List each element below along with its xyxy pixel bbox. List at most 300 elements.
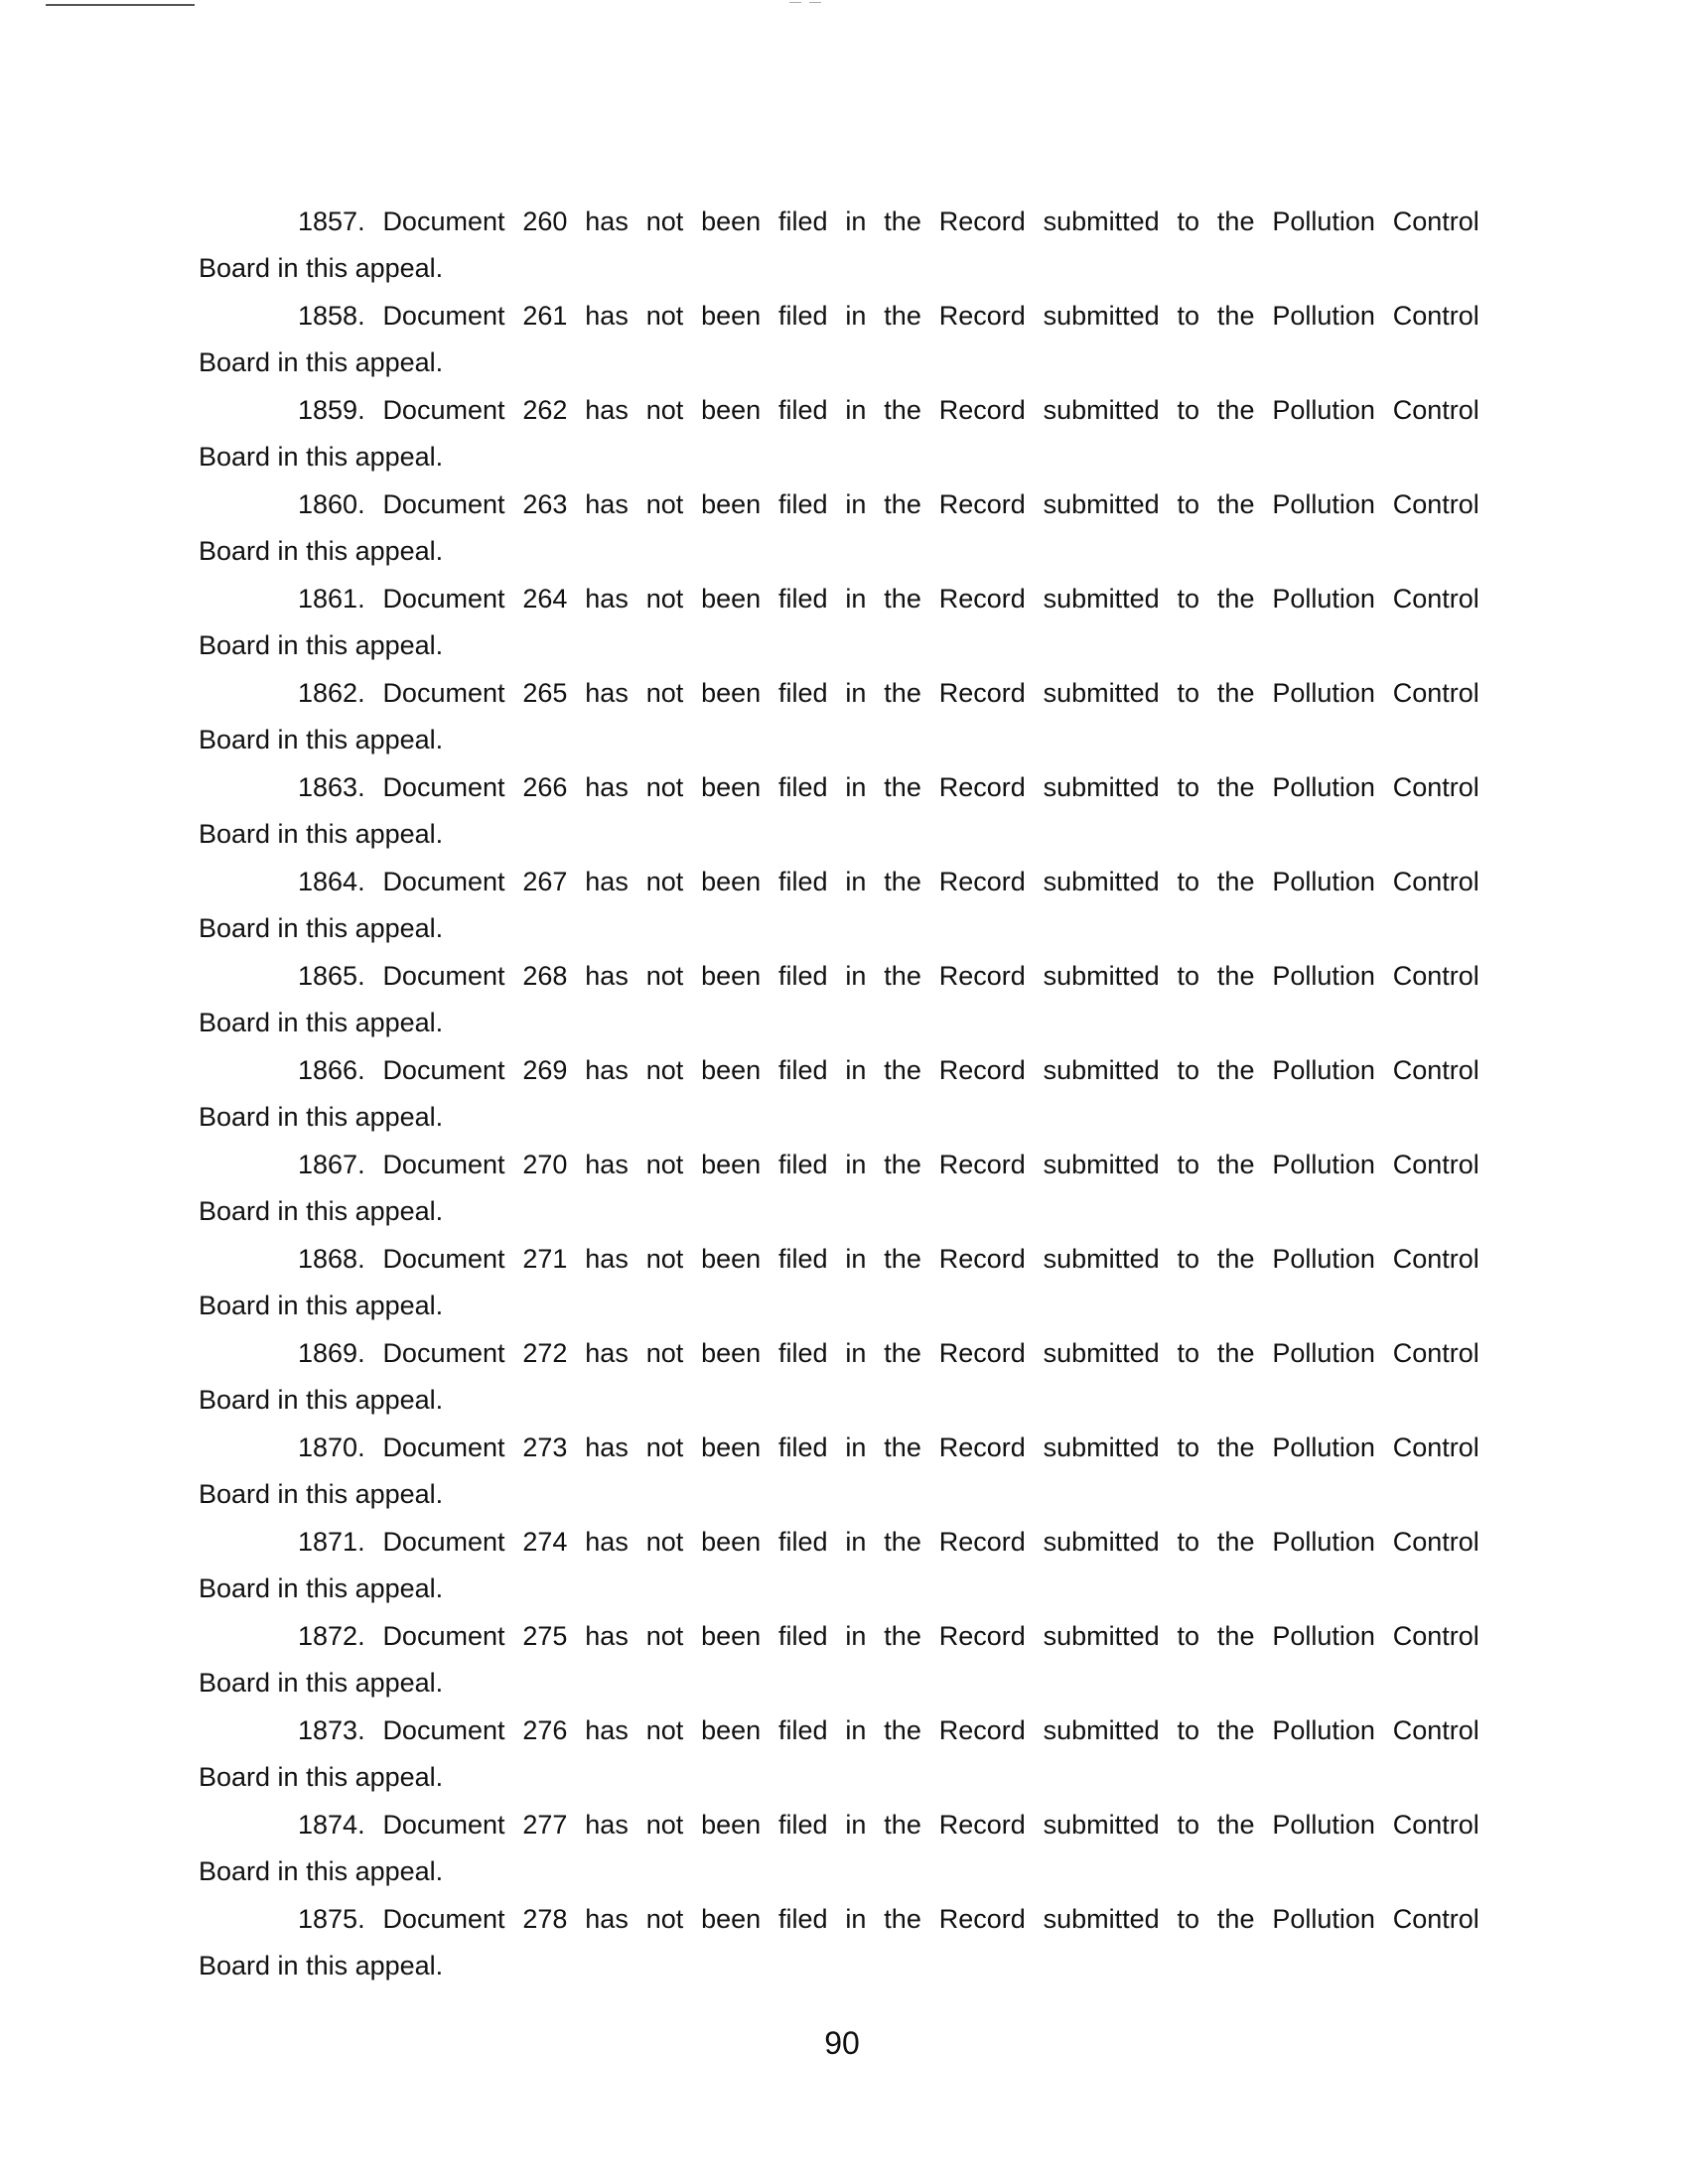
word: Document bbox=[382, 961, 505, 991]
numbered-paragraph bbox=[199, 1425, 1479, 1519]
word: Document bbox=[382, 206, 505, 236]
word: has bbox=[585, 678, 629, 708]
word: to bbox=[1177, 961, 1200, 991]
word: Record bbox=[938, 1810, 1026, 1840]
word: not bbox=[645, 867, 684, 896]
paragraph-number: 1865. bbox=[298, 961, 365, 991]
word: to bbox=[1177, 1715, 1200, 1745]
word: filed bbox=[778, 1338, 828, 1368]
word: Document bbox=[382, 1904, 505, 1934]
word: Document bbox=[382, 1150, 505, 1179]
paragraph-first-line bbox=[199, 1425, 1479, 1471]
word: filed bbox=[778, 395, 828, 425]
word: the bbox=[1216, 206, 1255, 236]
numbered-paragraph bbox=[199, 1896, 1479, 1990]
paragraph-number: 1873. bbox=[298, 1715, 365, 1745]
word: Pollution bbox=[1272, 961, 1375, 991]
numbered-paragraph bbox=[199, 1330, 1479, 1425]
word: submitted bbox=[1043, 1150, 1160, 1179]
word: not bbox=[645, 584, 684, 614]
word: the bbox=[884, 1715, 921, 1745]
paragraph-first-line bbox=[199, 199, 1479, 245]
word: the bbox=[884, 1621, 921, 1651]
word: Control bbox=[1392, 1338, 1479, 1368]
word: Record bbox=[938, 1904, 1026, 1934]
word: submitted bbox=[1043, 1715, 1160, 1745]
paragraph-number: 1860. bbox=[298, 489, 365, 519]
word: Pollution bbox=[1272, 867, 1375, 896]
paragraph-continuation: Board in this appeal. bbox=[199, 347, 444, 377]
numbered-paragraph bbox=[199, 293, 1479, 387]
paragraph-list bbox=[199, 199, 1479, 1990]
word: Document bbox=[382, 1055, 505, 1085]
word: Control bbox=[1392, 489, 1479, 519]
word: to bbox=[1177, 489, 1200, 519]
word: not bbox=[645, 395, 684, 425]
document-number: 277 bbox=[522, 1810, 568, 1840]
paragraph-continuation: Board in this appeal. bbox=[199, 1196, 444, 1226]
document-number: 275 bbox=[522, 1621, 568, 1651]
word: the bbox=[1216, 1338, 1255, 1368]
word: submitted bbox=[1043, 867, 1160, 896]
word: been bbox=[701, 1715, 762, 1745]
word: filed bbox=[778, 772, 828, 802]
word: has bbox=[585, 1150, 629, 1179]
word: the bbox=[884, 1338, 921, 1368]
paragraph-first-line bbox=[199, 1047, 1479, 1094]
word: the bbox=[1216, 867, 1255, 896]
paragraph-number: 1872. bbox=[298, 1621, 365, 1651]
paragraph-number: 1858. bbox=[298, 301, 365, 331]
word: has bbox=[585, 1055, 629, 1085]
word: not bbox=[645, 1621, 684, 1651]
word: filed bbox=[778, 961, 828, 991]
word: submitted bbox=[1043, 772, 1160, 802]
word: submitted bbox=[1043, 1810, 1160, 1840]
word: submitted bbox=[1043, 1055, 1160, 1085]
word: Document bbox=[382, 1244, 505, 1274]
word: Control bbox=[1392, 961, 1479, 991]
word: Record bbox=[938, 867, 1026, 896]
word: been bbox=[701, 1338, 762, 1368]
word: Document bbox=[382, 395, 505, 425]
word: has bbox=[585, 489, 629, 519]
word: the bbox=[1216, 1810, 1255, 1840]
word: the bbox=[884, 584, 921, 614]
word: to bbox=[1177, 395, 1200, 425]
word: Document bbox=[382, 1810, 505, 1840]
word: been bbox=[701, 206, 762, 236]
paragraph-number: 1867. bbox=[298, 1150, 365, 1179]
document-number: 271 bbox=[522, 1244, 568, 1274]
word: been bbox=[701, 772, 762, 802]
paragraph-first-line bbox=[199, 1330, 1479, 1377]
word: not bbox=[645, 1055, 684, 1085]
word: Document bbox=[382, 301, 505, 331]
word: in bbox=[845, 301, 867, 331]
word: Document bbox=[382, 1527, 505, 1557]
word: Pollution bbox=[1272, 772, 1375, 802]
word: submitted bbox=[1043, 961, 1160, 991]
word: has bbox=[585, 1810, 629, 1840]
word: submitted bbox=[1043, 1621, 1160, 1651]
word: the bbox=[1216, 395, 1255, 425]
word: filed bbox=[778, 1621, 828, 1651]
word: in bbox=[845, 395, 867, 425]
paragraph-first-line bbox=[199, 293, 1479, 340]
paragraph-continuation: Board in this appeal. bbox=[199, 253, 444, 283]
scan-artifact-rule bbox=[46, 4, 195, 6]
word: in bbox=[845, 584, 867, 614]
word: the bbox=[1216, 1433, 1255, 1462]
word: in bbox=[845, 1810, 867, 1840]
word: Record bbox=[938, 395, 1026, 425]
paragraph-first-line bbox=[199, 1896, 1479, 1943]
word: Pollution bbox=[1272, 489, 1375, 519]
word: been bbox=[701, 584, 762, 614]
word: the bbox=[1216, 1621, 1255, 1651]
document-number: 269 bbox=[522, 1055, 568, 1085]
word: in bbox=[845, 1527, 867, 1557]
word: in bbox=[845, 1904, 867, 1934]
word: submitted bbox=[1043, 1244, 1160, 1274]
numbered-paragraph bbox=[199, 859, 1479, 953]
word: submitted bbox=[1043, 1433, 1160, 1462]
word: the bbox=[1216, 489, 1255, 519]
word: has bbox=[585, 1338, 629, 1368]
word: Record bbox=[938, 489, 1026, 519]
word: Control bbox=[1392, 1810, 1479, 1840]
word: has bbox=[585, 1244, 629, 1274]
word: filed bbox=[778, 1055, 828, 1085]
word: not bbox=[645, 489, 684, 519]
paragraph-continuation: Board in this appeal. bbox=[199, 913, 444, 943]
word: Control bbox=[1392, 1150, 1479, 1179]
word: been bbox=[701, 301, 762, 331]
word: Pollution bbox=[1272, 1527, 1375, 1557]
word: submitted bbox=[1043, 1904, 1160, 1934]
word: Control bbox=[1392, 772, 1479, 802]
word: Pollution bbox=[1272, 395, 1375, 425]
word: been bbox=[701, 1433, 762, 1462]
word: Pollution bbox=[1272, 1715, 1375, 1745]
word: been bbox=[701, 1244, 762, 1274]
word: Pollution bbox=[1272, 584, 1375, 614]
word: Record bbox=[938, 678, 1026, 708]
document-number: 276 bbox=[522, 1715, 568, 1745]
word: submitted bbox=[1043, 489, 1160, 519]
word: the bbox=[884, 395, 921, 425]
word: been bbox=[701, 1055, 762, 1085]
paragraph-number: 1859. bbox=[298, 395, 365, 425]
numbered-paragraph bbox=[199, 387, 1479, 481]
word: been bbox=[701, 489, 762, 519]
document-number: 265 bbox=[522, 678, 568, 708]
paragraph-first-line bbox=[199, 1142, 1479, 1188]
paragraph-number: 1875. bbox=[298, 1904, 365, 1934]
word: Control bbox=[1392, 1621, 1479, 1651]
paragraph-number: 1866. bbox=[298, 1055, 365, 1085]
paragraph-number: 1863. bbox=[298, 772, 365, 802]
word: submitted bbox=[1043, 395, 1160, 425]
paragraph-continuation: Board in this appeal. bbox=[199, 630, 444, 660]
word: not bbox=[645, 1433, 684, 1462]
word: been bbox=[701, 1904, 762, 1934]
word: Record bbox=[938, 1244, 1026, 1274]
word: filed bbox=[778, 1244, 828, 1274]
word: Record bbox=[938, 1621, 1026, 1651]
numbered-paragraph bbox=[199, 481, 1479, 576]
word: has bbox=[585, 1715, 629, 1745]
word: filed bbox=[778, 206, 828, 236]
word: the bbox=[884, 1433, 921, 1462]
word: not bbox=[645, 678, 684, 708]
word: the bbox=[884, 1150, 921, 1179]
word: not bbox=[645, 301, 684, 331]
word: the bbox=[1216, 1150, 1255, 1179]
word: to bbox=[1177, 206, 1200, 236]
word: Document bbox=[382, 1338, 505, 1368]
word: has bbox=[585, 1527, 629, 1557]
paragraph-first-line bbox=[199, 1613, 1479, 1660]
word: to bbox=[1177, 772, 1200, 802]
word: Record bbox=[938, 1433, 1026, 1462]
paragraph-continuation: Board in this appeal. bbox=[199, 725, 444, 754]
word: the bbox=[1216, 1715, 1255, 1745]
word: filed bbox=[778, 584, 828, 614]
numbered-paragraph bbox=[199, 1613, 1479, 1707]
numbered-paragraph bbox=[199, 199, 1479, 293]
word: in bbox=[845, 867, 867, 896]
word: been bbox=[701, 678, 762, 708]
word: in bbox=[845, 1055, 867, 1085]
document-number: 272 bbox=[522, 1338, 568, 1368]
word: Document bbox=[382, 772, 505, 802]
word: the bbox=[1216, 301, 1255, 331]
word: the bbox=[884, 678, 921, 708]
word: Pollution bbox=[1272, 1150, 1375, 1179]
word: the bbox=[1216, 584, 1255, 614]
scan-artifact-mark bbox=[809, 2, 821, 3]
word: Document bbox=[382, 584, 505, 614]
word: filed bbox=[778, 489, 828, 519]
word: Pollution bbox=[1272, 1055, 1375, 1085]
word: submitted bbox=[1043, 1338, 1160, 1368]
word: Record bbox=[938, 206, 1026, 236]
numbered-paragraph bbox=[199, 1047, 1479, 1142]
paragraph-continuation: Board in this appeal. bbox=[199, 1856, 444, 1886]
word: the bbox=[1216, 1904, 1255, 1934]
document-number: 278 bbox=[522, 1904, 568, 1934]
numbered-paragraph bbox=[199, 1707, 1479, 1802]
page-number: 90 bbox=[824, 2025, 860, 2061]
word: the bbox=[884, 1904, 921, 1934]
word: filed bbox=[778, 1810, 828, 1840]
word: Pollution bbox=[1272, 206, 1375, 236]
word: has bbox=[585, 206, 629, 236]
paragraph-first-line bbox=[199, 1519, 1479, 1566]
paragraph-first-line bbox=[199, 481, 1479, 528]
word: filed bbox=[778, 1715, 828, 1745]
word: in bbox=[845, 1338, 867, 1368]
document-number: 270 bbox=[522, 1150, 568, 1179]
paragraph-number: 1868. bbox=[298, 1244, 365, 1274]
paragraph-continuation: Board in this appeal. bbox=[199, 1762, 444, 1792]
word: in bbox=[845, 1621, 867, 1651]
paragraph-number: 1864. bbox=[298, 867, 365, 896]
word: not bbox=[645, 1150, 684, 1179]
word: not bbox=[645, 1810, 684, 1840]
word: to bbox=[1177, 1433, 1200, 1462]
word: Record bbox=[938, 1527, 1026, 1557]
word: Pollution bbox=[1272, 1904, 1375, 1934]
word: submitted bbox=[1043, 678, 1160, 708]
word: filed bbox=[778, 867, 828, 896]
word: Control bbox=[1392, 1433, 1479, 1462]
word: not bbox=[645, 961, 684, 991]
document-number: 266 bbox=[522, 772, 568, 802]
word: the bbox=[1216, 1527, 1255, 1557]
word: Control bbox=[1392, 584, 1479, 614]
word: to bbox=[1177, 1621, 1200, 1651]
word: the bbox=[884, 1810, 921, 1840]
scan-artifact-mark bbox=[789, 2, 801, 3]
word: to bbox=[1177, 1810, 1200, 1840]
document-number: 264 bbox=[522, 584, 568, 614]
word: the bbox=[884, 961, 921, 991]
word: to bbox=[1177, 584, 1200, 614]
word: Control bbox=[1392, 867, 1479, 896]
word: in bbox=[845, 961, 867, 991]
word: filed bbox=[778, 301, 828, 331]
word: to bbox=[1177, 678, 1200, 708]
paragraph-continuation: Board in this appeal. bbox=[199, 819, 444, 849]
paragraph-first-line bbox=[199, 1707, 1479, 1754]
document-number: 273 bbox=[522, 1433, 568, 1462]
paragraph-first-line bbox=[199, 1802, 1479, 1848]
paragraph-first-line bbox=[199, 1236, 1479, 1283]
word: to bbox=[1177, 1055, 1200, 1085]
word: been bbox=[701, 1527, 762, 1557]
paragraph-number: 1857. bbox=[298, 206, 365, 236]
word: Control bbox=[1392, 1527, 1479, 1557]
word: has bbox=[585, 584, 629, 614]
paragraph-continuation: Board in this appeal. bbox=[199, 1573, 444, 1603]
numbered-paragraph bbox=[199, 764, 1479, 859]
word: submitted bbox=[1043, 301, 1160, 331]
word: not bbox=[645, 772, 684, 802]
paragraph-number: 1874. bbox=[298, 1810, 365, 1840]
word: Pollution bbox=[1272, 1433, 1375, 1462]
word: in bbox=[845, 1433, 867, 1462]
word: submitted bbox=[1043, 584, 1160, 614]
word: in bbox=[845, 772, 867, 802]
word: the bbox=[884, 772, 921, 802]
word: Control bbox=[1392, 301, 1479, 331]
word: Document bbox=[382, 1715, 505, 1745]
word: has bbox=[585, 301, 629, 331]
word: the bbox=[1216, 961, 1255, 991]
word: the bbox=[884, 489, 921, 519]
word: filed bbox=[778, 1904, 828, 1934]
word: has bbox=[585, 395, 629, 425]
word: the bbox=[1216, 772, 1255, 802]
paragraph-first-line bbox=[199, 953, 1479, 1000]
word: not bbox=[645, 206, 684, 236]
document-number: 261 bbox=[522, 301, 568, 331]
word: been bbox=[701, 867, 762, 896]
word: Pollution bbox=[1272, 1810, 1375, 1840]
word: Record bbox=[938, 584, 1026, 614]
numbered-paragraph bbox=[199, 1519, 1479, 1613]
word: has bbox=[585, 1904, 629, 1934]
word: Pollution bbox=[1272, 1338, 1375, 1368]
word: Document bbox=[382, 678, 505, 708]
paragraph-continuation: Board in this appeal. bbox=[199, 1951, 444, 1980]
word: filed bbox=[778, 678, 828, 708]
word: filed bbox=[778, 1433, 828, 1462]
word: has bbox=[585, 961, 629, 991]
word: Record bbox=[938, 961, 1026, 991]
word: not bbox=[645, 1338, 684, 1368]
word: Record bbox=[938, 1150, 1026, 1179]
word: in bbox=[845, 678, 867, 708]
numbered-paragraph bbox=[199, 1236, 1479, 1330]
word: to bbox=[1177, 1150, 1200, 1179]
document-number: 262 bbox=[522, 395, 568, 425]
paragraph-number: 1869. bbox=[298, 1338, 365, 1368]
word: not bbox=[645, 1527, 684, 1557]
document-number: 263 bbox=[522, 489, 568, 519]
word: the bbox=[1216, 1055, 1255, 1085]
word: to bbox=[1177, 1904, 1200, 1934]
word: Control bbox=[1392, 1904, 1479, 1934]
numbered-paragraph bbox=[199, 953, 1479, 1047]
word: not bbox=[645, 1904, 684, 1934]
word: Document bbox=[382, 489, 505, 519]
word: the bbox=[884, 1527, 921, 1557]
word: in bbox=[845, 1715, 867, 1745]
paragraph-first-line bbox=[199, 670, 1479, 717]
word: Pollution bbox=[1272, 1621, 1375, 1651]
word: filed bbox=[778, 1150, 828, 1179]
word: not bbox=[645, 1244, 684, 1274]
numbered-paragraph bbox=[199, 1142, 1479, 1236]
word: the bbox=[1216, 678, 1255, 708]
word: Document bbox=[382, 1433, 505, 1462]
paragraph-first-line bbox=[199, 764, 1479, 811]
word: been bbox=[701, 961, 762, 991]
word: Record bbox=[938, 1055, 1026, 1085]
word: to bbox=[1177, 1338, 1200, 1368]
word: the bbox=[884, 301, 921, 331]
word: Pollution bbox=[1272, 1244, 1375, 1274]
word: has bbox=[585, 772, 629, 802]
paragraph-continuation: Board in this appeal. bbox=[199, 536, 444, 566]
word: in bbox=[845, 489, 867, 519]
paragraph-continuation: Board in this appeal. bbox=[199, 1291, 444, 1320]
word: Control bbox=[1392, 206, 1479, 236]
paragraph-continuation: Board in this appeal. bbox=[199, 1479, 444, 1509]
numbered-paragraph bbox=[199, 670, 1479, 764]
paragraph-number: 1861. bbox=[298, 584, 365, 614]
word: to bbox=[1177, 1527, 1200, 1557]
numbered-paragraph bbox=[199, 576, 1479, 670]
word: been bbox=[701, 1150, 762, 1179]
word: been bbox=[701, 1621, 762, 1651]
paragraph-number: 1870. bbox=[298, 1433, 365, 1462]
word: to bbox=[1177, 301, 1200, 331]
